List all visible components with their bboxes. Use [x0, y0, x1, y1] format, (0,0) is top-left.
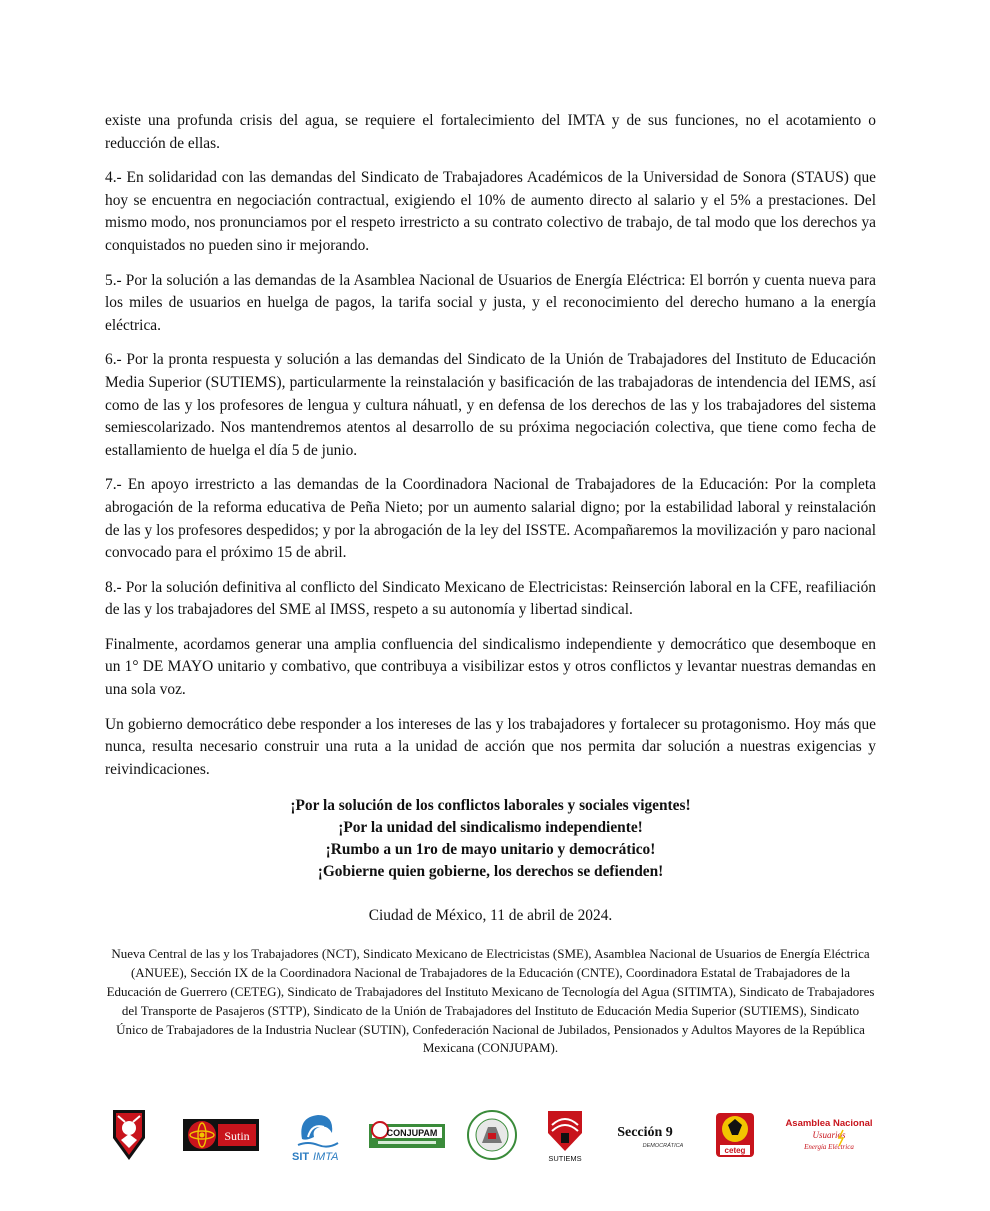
paragraph-imta-continuation: existe una profunda crisis del agua, se requiere el fortalecimiento del IMTA y de sus funciones, no el acotamiento o reducción de ellas.: [105, 112, 876, 152]
svg-text:Sección 9: Sección 9: [617, 1125, 673, 1140]
conjupam-logo: [367, 1105, 447, 1165]
sttp-seal-logo: [465, 1105, 519, 1165]
svg-text:ceteg: ceteg: [724, 1146, 746, 1155]
paragraph-point-6: 6.- Por la pronta respuesta y solución a las demandas del Sindicato de la Unión de Trabajadores del Instituto de Educación Media Superior (SUTIEMS), particularmente la reinstalación y basificación de las trabajadoras de intendencia del IEMS, así como de las y los profesores de lengua y cultura náhuatl, y en defensa de los derechos de las y los trabajadores del sistema semiescolarizado. Nos mantendremos atentos al desarrollo de su próxima negociación colectiva, que tiene como fecha de estallamiento de huelga el día 5 de junio.: [105, 351, 876, 459]
paragraph-point-4: 4.- En solidaridad con las demandas del Sindicato de Trabajadores Académicos de la Universidad de Sonora (STAUS) que hoy se encuentra en negociación contractual, exigiendo el 10% de aumento directo al salario y el 5% a prestaciones. Del mismo modo, nos pronunciamos por el respeto irrestricto a su contrato colectivo de trabajo, de tal modo que los derechos ya conquistados no pueden sino ir mejorando.: [105, 169, 876, 254]
svg-text:CONJUPAM: CONJUPAM: [386, 1128, 438, 1138]
svg-text:IMTA: IMTA: [313, 1151, 339, 1163]
slogan-line: ¡Gobierne quien gobierne, los derechos se defienden!: [317, 863, 664, 881]
paragraph-point-7: 7.- En apoyo irrestricto a las demandas de la Coordinadora Nacional de Trabajadores de la Educación: Por la completa abrogación de la reforma educativa de Peña Nieto; por un aumento salarial digno; por la estabilidad laboral y reinstalación de las y los profesores despedidos; y por la abrogación de la ley del ISSTE. Acompañaremos la movilización y paro nacional convocado para el próximo 15 de abril.: [105, 476, 876, 562]
svg-text:SUTIEMS: SUTIEMS: [548, 1154, 582, 1163]
paragraph-gobierno: Un gobierno democrático debe responder a los intereses de las y los trabajadores y fortalecer su protagonismo. Hoy más que nunca, resulta necesario construir una ruta a la unidad de acción que nos permita dar solución a nuestras exigencias y reivindicaciones.: [105, 715, 876, 778]
slogan-line: ¡Rumbo a un 1ro de mayo unitario y democrático!: [325, 841, 656, 859]
svg-text:Usuarios: Usuarios: [812, 1130, 846, 1140]
svg-text:Asamblea Nacional: Asamblea Nacional: [785, 1118, 873, 1129]
svg-text:SIT: SIT: [292, 1151, 310, 1163]
svg-text:Sutin: Sutin: [224, 1129, 250, 1143]
paragraph-finalmente: Finalmente, acordamos generar una amplia confluencia del sindicalismo independiente y democrático que desemboque en un 1° DE MAYO unitario y combativo, que contribuya a visibilizar estos y otros conflictos y levantar nuestras demandas en una sola voz.: [105, 635, 876, 699]
slogan-line: ¡Por la solución de los conflictos laborales y sociales vigentes!: [290, 797, 691, 815]
svg-text:DEMOCRÁTICA: DEMOCRÁTICA: [642, 1143, 684, 1149]
sutin-logo: [181, 1105, 261, 1165]
document-page: [105, 110, 876, 1058]
date-line: Ciudad de México, 11 de abril de 2024.: [368, 907, 613, 925]
seccion9-logo: [605, 1105, 685, 1165]
svg-text:Energía Eléctrica: Energía Eléctrica: [804, 1143, 854, 1151]
nct-logo: [109, 1105, 149, 1165]
signatories-list: Nueva Central de las y los Trabajadores (NCT), Sindicato Mexicano de Electricistas (SME), Asamblea Nacional de Usuarios de Energía Eléctrica (ANUEE), Sección IX de la Coordinadora Nacional de Trabajadores de la Educación (CNTE), Coordinadora Estatal de Trabajadores de la Educación de Guerrero (CETEG), Sindicato de Trabajadores del Instituto Mexicano de Tecnología del Agua (SITIMTA), Sindicato de Trabajadores del Transporte de Pasajeros (STTP), Sindicato de la Unión de Trabajadores del Instituto de Educación Media Superior (SUTIEMS), Sindicato Único de Trabajadores de la Industria Nuclear (SUTIN), Confederación Nacional de Jubilados, Pensionados y Adultos Mayores de la República Mexicana (CONJUPAM).: [106, 946, 875, 1056]
slogan-line: ¡Por la unidad del sindicalismo independiente!: [338, 819, 643, 837]
paragraph-point-8: 8.- Por la solución definitiva al conflicto del Sindicato Mexicano de Electricistas: Reinserción laboral en la CFE, reafiliación de las y los trabajadores del SME al IMSS, respeto a su autonomía y libertad sindical.: [105, 578, 876, 619]
paragraph-point-5: 5.- Por la solución a las demandas de la Asamblea Nacional de Usuarios de Energía Eléctrica: El borrón y cuenta nueva para los miles de usuarios en huelga de pagos, la tarifa social y justa, y el reconocimiento del derecho humano a la energía eléctrica.: [105, 271, 876, 334]
anuee-logo: [781, 1105, 877, 1165]
logos-row: [105, 1105, 885, 1169]
slogans-block: [105, 795, 876, 883]
sitimta-logo: [287, 1105, 347, 1165]
sutiems-logo: [543, 1105, 587, 1165]
ceteg-logo: [713, 1105, 757, 1165]
